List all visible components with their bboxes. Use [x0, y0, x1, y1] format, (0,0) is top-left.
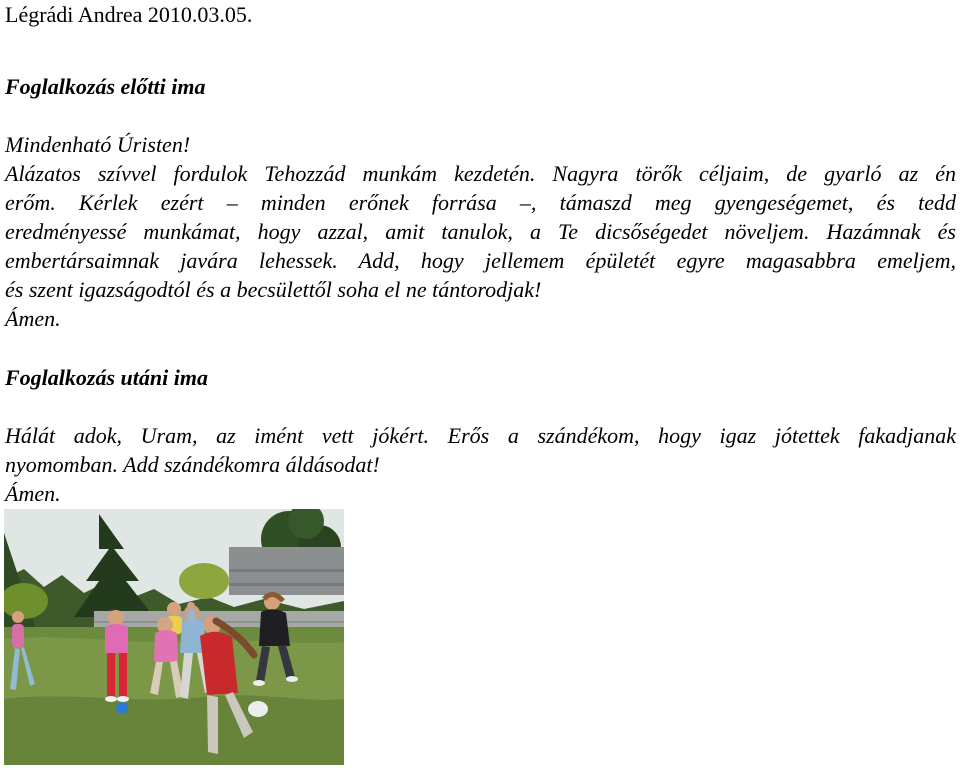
prayer-before-line-6: és szent igazságodtól és a becsülettől soha el ne tántorodjak! [5, 277, 542, 302]
prayer-after-line-2: nyomomban. Add szándékomra áldásodat! [5, 452, 380, 477]
prayer-after-line-1: Hálát adok, Uram, az imént vett jókért. Erős a szándékom, hogy igaz jótettek fakadjanak [5, 423, 956, 448]
prayer-before-line-3: erőm. Kérlek ezért – minden erőnek forrása –, támaszd meg gyengeségemet, és tedd [5, 190, 956, 215]
prayer-before-amen: Ámen. [5, 306, 61, 331]
photo-illustration [4, 509, 344, 765]
prayer-before-title: Foglalkozás előtti ima [5, 74, 206, 99]
prayer-before-line-2: Alázatos szívvel fordulok Tehozzád munkám kezdetén. Nagyra törők céljaim, de gyarló az én [5, 161, 956, 186]
prayer-before-line-1: Mindenható Úristen! [5, 132, 191, 157]
prayer-before-line-5: embertársaimnak javára lehessek. Add, hogy jellemem épületét egyre magasabbra emeljem, [5, 248, 956, 273]
prayer-after-title: Foglalkozás utáni ima [5, 365, 208, 390]
children-playing-photo [4, 509, 344, 765]
author-date-line: Légrádi Andrea 2010.03.05. [5, 2, 253, 27]
prayer-before-line-4: eredményessé munkámat, hogy azzal, amit tanulok, a Te dicsőségedet növeljem. Hazámnak és [5, 219, 956, 244]
prayer-after-amen: Ámen. [5, 481, 61, 506]
